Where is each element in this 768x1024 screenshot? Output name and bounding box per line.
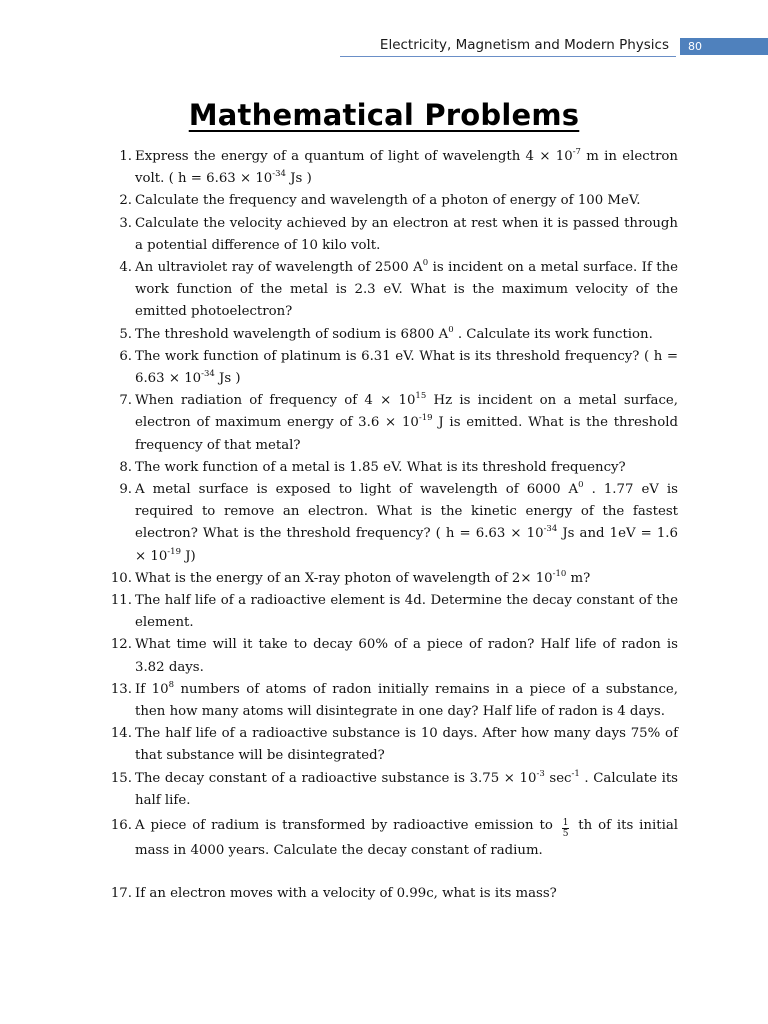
superscript: 8 (168, 679, 174, 690)
problem-text (135, 818, 678, 858)
problem-text (135, 679, 678, 720)
page-title-text: Mathematical Problems (188, 98, 580, 132)
problem-item (104, 190, 678, 212)
problem-number: 3. (119, 215, 132, 231)
problem-number: 4. (119, 260, 132, 276)
problem-text (135, 886, 557, 901)
text-run: An ultraviolet ray of wavelength of 2500 A (135, 260, 423, 276)
problem-text (135, 193, 640, 208)
problem-number: 6. (119, 348, 132, 364)
problem-number: 13. (110, 681, 132, 697)
problem-number: 17. (110, 886, 132, 902)
problem-text (135, 726, 678, 763)
text-run: The work function of platinum is 6.31 eV. What is its threshold frequency? ( h = 6.63 × 10 (135, 348, 678, 387)
superscript: -10 (552, 568, 567, 579)
problem-text (135, 393, 678, 452)
fraction (562, 818, 570, 839)
text-run: th of its initial mass in 4000 years. Calculate the decay constant of radium. (135, 818, 678, 859)
text-run: is incident on a metal surface. If the work function of the metal is 2.3 eV. What is the maximum velocity of the emitted photoelectron? (135, 260, 679, 320)
problem-number: 9. (119, 482, 132, 498)
text-run: The threshold wavelength of sodium is 6800 A (135, 326, 449, 342)
problem-item (104, 568, 678, 590)
text-run: If an electron moves with a velocity of 0.99c, what is its mass? (135, 886, 557, 902)
text-run: What is the energy of an X-ray photon of wavelength of 2× 10 (135, 570, 553, 586)
text-run: The decay constant of a radioactive substance is 3.75 × 10 (135, 770, 537, 786)
problem-number: 12. (110, 637, 132, 653)
problem-text (135, 568, 591, 586)
header-title: Electricity, Magnetism and Modern Physics (379, 37, 669, 53)
text-run: . 1.77 eV is required to remove an electron. What is the kinetic energy of the fastest electron? What is the threshold frequency? ( h = 6.63 × 10 (135, 482, 678, 542)
superscript: -3 (536, 768, 545, 779)
text-run: Calculate the velocity achieved by an electron at rest when it is passed through a potential difference of 10 kilo volt. (135, 215, 678, 253)
problem-item (104, 814, 678, 863)
problem-number: 15. (110, 770, 132, 786)
problem-number: 2. (119, 193, 132, 209)
superscript: -1 (571, 768, 580, 779)
problem-list (104, 146, 678, 905)
problem-text (135, 637, 678, 674)
text-run: J is emitted. What is the threshold frequency of that metal? (135, 415, 678, 453)
running-header (0, 37, 768, 57)
text-run: J) (181, 548, 196, 564)
problem-item (104, 390, 678, 457)
text-run: The work function of a metal is 1.85 eV. What is its threshold frequency? (135, 459, 626, 475)
text-run: m in electron volt. ( h = 6.63 × 10 (135, 149, 678, 187)
superscript: 0 (448, 324, 454, 335)
problem-item (104, 457, 678, 479)
problem-number: 16. (110, 818, 132, 834)
problem-number: 1. (119, 149, 132, 164)
header-rule (340, 56, 676, 57)
problem-text (135, 460, 626, 475)
text-run: A piece of radium is transformed by radioactive emission to (135, 818, 559, 834)
superscript: -34 (201, 369, 215, 380)
superscript: -19 (418, 413, 433, 424)
superscript: 0 (578, 480, 584, 491)
text-run: m? (566, 570, 591, 586)
text-run: Calculate the frequency and wavelength of a photon of energy of 100 MeV. (135, 193, 641, 209)
problem-item (104, 723, 678, 767)
problem-text (135, 149, 678, 186)
problem-number: 7. (119, 393, 132, 409)
fraction-numerator: 1 (562, 818, 569, 829)
problem-item (104, 346, 678, 390)
page-number-badge: 80 (680, 38, 768, 55)
page-title (0, 98, 768, 132)
problem-item (104, 479, 678, 568)
superscript: 15 (415, 391, 427, 402)
text-run: sec (544, 770, 572, 786)
problem-number: 10. (110, 570, 132, 586)
problem-text (135, 768, 679, 808)
problem-text (135, 324, 653, 342)
text-run: If 10 (135, 681, 169, 697)
text-run: A metal surface is exposed to light of wavelength of 6000 A (135, 482, 579, 498)
superscript: -34 (272, 169, 286, 180)
problem-item (104, 679, 678, 723)
text-run: Js ) (214, 371, 241, 387)
text-run: . Calculate its half life. (135, 770, 679, 808)
text-run: The half life of a radioactive substance is 10 days. After how many days 75% of that substance will be disintegrated? (135, 726, 678, 764)
text-run: Hz is incident on a metal surface, electron of maximum energy of 3.6 × 10 (135, 393, 678, 431)
problem-text (135, 216, 678, 253)
problem-item (104, 883, 678, 905)
problem-item (104, 634, 678, 678)
superscript: 0 (422, 258, 429, 269)
problem-text (135, 349, 678, 386)
problem-item (104, 213, 678, 257)
problem-number: 5. (119, 326, 132, 342)
text-run: Js and 1eV = 1.6 × 10 (135, 526, 678, 564)
superscript: -34 (543, 524, 558, 535)
problem-item (104, 324, 678, 346)
text-run: Js ) (285, 171, 312, 187)
text-run: What time will it take to decay 60% of a piece of radon? Half life of radon is 3.82 days. (135, 637, 678, 675)
superscript: -19 (167, 546, 181, 557)
problem-text (135, 260, 678, 319)
problem-item (104, 146, 678, 190)
problem-text (135, 482, 678, 564)
problem-text (135, 593, 678, 630)
problem-item (104, 257, 678, 324)
text-run: numbers of atoms of radon initially remains in a piece of a substance, then how many atoms will disintegrate in one day? Half life of radon is 4 days. (135, 681, 678, 720)
superscript: -7 (572, 147, 581, 157)
text-run: . Calculate its work function. (453, 326, 653, 342)
problem-item (104, 768, 678, 812)
problem-item (104, 590, 678, 634)
text-run: The half life of a radioactive element is 4d. Determine the decay constant of the element. (135, 593, 678, 631)
problem-number: 11. (110, 593, 132, 609)
problem-number: 14. (110, 726, 132, 742)
problem-number: 8. (119, 459, 132, 475)
text-run: When radiation of frequency of 4 × 10 (135, 393, 416, 409)
fraction-denominator: 5 (562, 829, 569, 840)
text-run: Express the energy of a quantum of light of wavelength 4 × 10 (135, 149, 573, 164)
